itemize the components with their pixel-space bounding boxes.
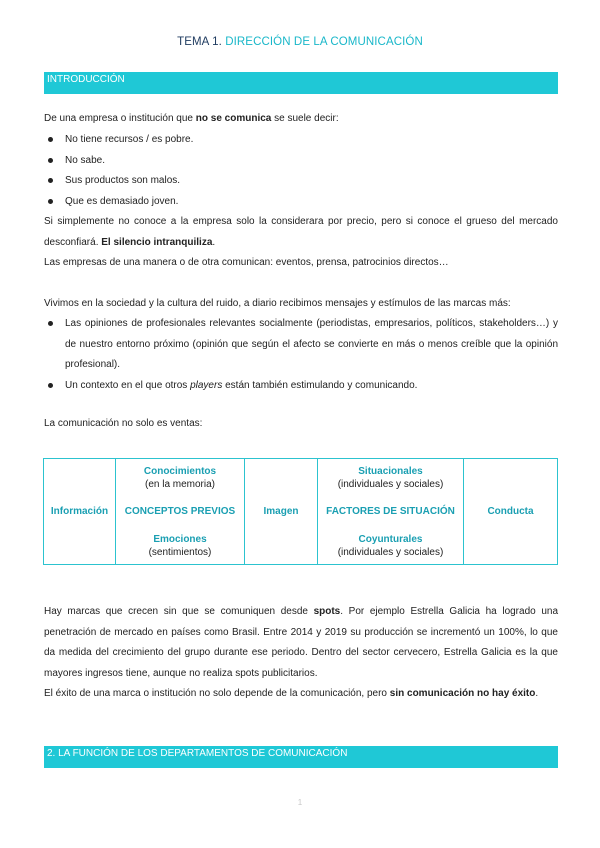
section-heading-departamentos: 2. LA FUNCIÓN DE LOS DEPARTAMENTOS DE COMUNICACIÓN: [44, 746, 558, 768]
label-conceptos-previos: CONCEPTOS PREVIOS: [124, 506, 236, 517]
cell-imagen: Imagen: [245, 459, 318, 565]
intro-lead: [44, 109, 558, 130]
cell-situacion: [318, 459, 464, 565]
paragraph-exito-text: El éxito de una marca o institución no solo depende de la comunicación, pero: [44, 688, 390, 699]
paragraph-estrella-bold: spots: [313, 606, 341, 617]
intro-bullet-list: [44, 130, 558, 212]
label-emociones-sub: (sentimientos): [148, 546, 212, 558]
label-conocimientos: Conocimientos: [143, 465, 217, 477]
paragraph-silencio: [44, 212, 558, 253]
paragraph-comunican: Las empresas de una manera o de otra comunican: eventos, prensa, patrocinios directos…: [44, 257, 449, 268]
paragraph-estrella-text: Hay marcas que crecen sin que se comuniquen desde: [44, 606, 314, 617]
paragraph-estrella-end: . Por ejemplo Estrella Galicia ha logrado una penetración de mercado en países como Brasil. Entre 2014 y 2019 su producción se incrementó un 100%, lo que da medida del crecimiento del grupo durante ese periodo. Dentro del sector cervecero, Estrella Galicia es la que mayores ingresos tiene, aunque no realiza spots publicitarios.: [44, 606, 559, 679]
paragraph-ventas: La comunicación no solo es ventas:: [44, 418, 203, 429]
paragraph-silencio-end: .: [212, 236, 216, 248]
paragraph-estrella-galicia: [44, 602, 558, 684]
label-situacionales: Situacionales: [358, 465, 423, 477]
list-item-italic: players: [190, 379, 223, 391]
communication-table: [43, 458, 558, 565]
list-item: No tiene recursos / es pobre.: [44, 130, 558, 151]
paragraph-exito: [44, 684, 558, 705]
title-tema: TEMA 1.: [177, 36, 222, 48]
cell-informacion: Información: [44, 459, 116, 565]
intro-lead-end: se suele decir:: [271, 113, 339, 124]
paragraph-ruido: Vivimos en la sociedad y la cultura del ruido, a diario recibimos mensajes y estímulos de las marcas más:: [44, 298, 511, 309]
label-situacionales-sub: (individuales y sociales): [337, 478, 444, 490]
intro-lead-text: De una empresa o institución que: [44, 113, 196, 124]
cell-conducta: Conducta: [464, 459, 558, 565]
ruido-bullet-list: [44, 314, 558, 396]
label-conocimientos-sub: (en la memoria): [144, 478, 216, 490]
intro-lead-bold: no se comunica: [195, 113, 272, 124]
paragraph-silencio-bold: El silencio intranquiliza: [101, 236, 213, 248]
paragraph-silencio-text: Si simplemente no conoce a la empresa solo la considerara por precio, pero si conoce el grueso del mercado desconfiará.: [44, 216, 558, 248]
list-item: Sus productos son malos.: [44, 171, 558, 192]
label-coyunturales: Coyunturales: [358, 533, 423, 545]
title-text: DIRECCIÓN DE LA COMUNICACIÓN: [225, 36, 423, 48]
list-item: Las opiniones de profesionales relevantes socialmente (periodistas, empresarios, políticos, stakeholders…) y de nuestro entorno próximo (opinión que según el afecto se convierte en más o menos creíble que la opinión profesional).: [44, 314, 558, 376]
page-number: 1: [297, 798, 303, 807]
paragraph-exito-bold: sin comunicación no hay éxito: [389, 688, 536, 699]
list-item-text: Un contexto en el que otros: [65, 379, 191, 391]
label-emociones: Emociones: [153, 533, 207, 545]
cell-conocimientos: [116, 459, 245, 565]
paragraph-exito-end: .: [535, 688, 539, 699]
list-item: No sabe.: [44, 151, 558, 172]
section-heading-introduccion: INTRODUCCIÓN: [44, 72, 558, 94]
label-coyunturales-sub: (individuales y sociales): [337, 546, 444, 558]
page-title: [0, 36, 600, 48]
list-item: Que es demasiado joven.: [44, 192, 558, 213]
list-item: [44, 376, 558, 397]
list-item-text-end: están también estimulando y comunicando.: [222, 379, 418, 391]
label-factores-situacion: FACTORES DE SITUACIÓN: [326, 506, 455, 517]
